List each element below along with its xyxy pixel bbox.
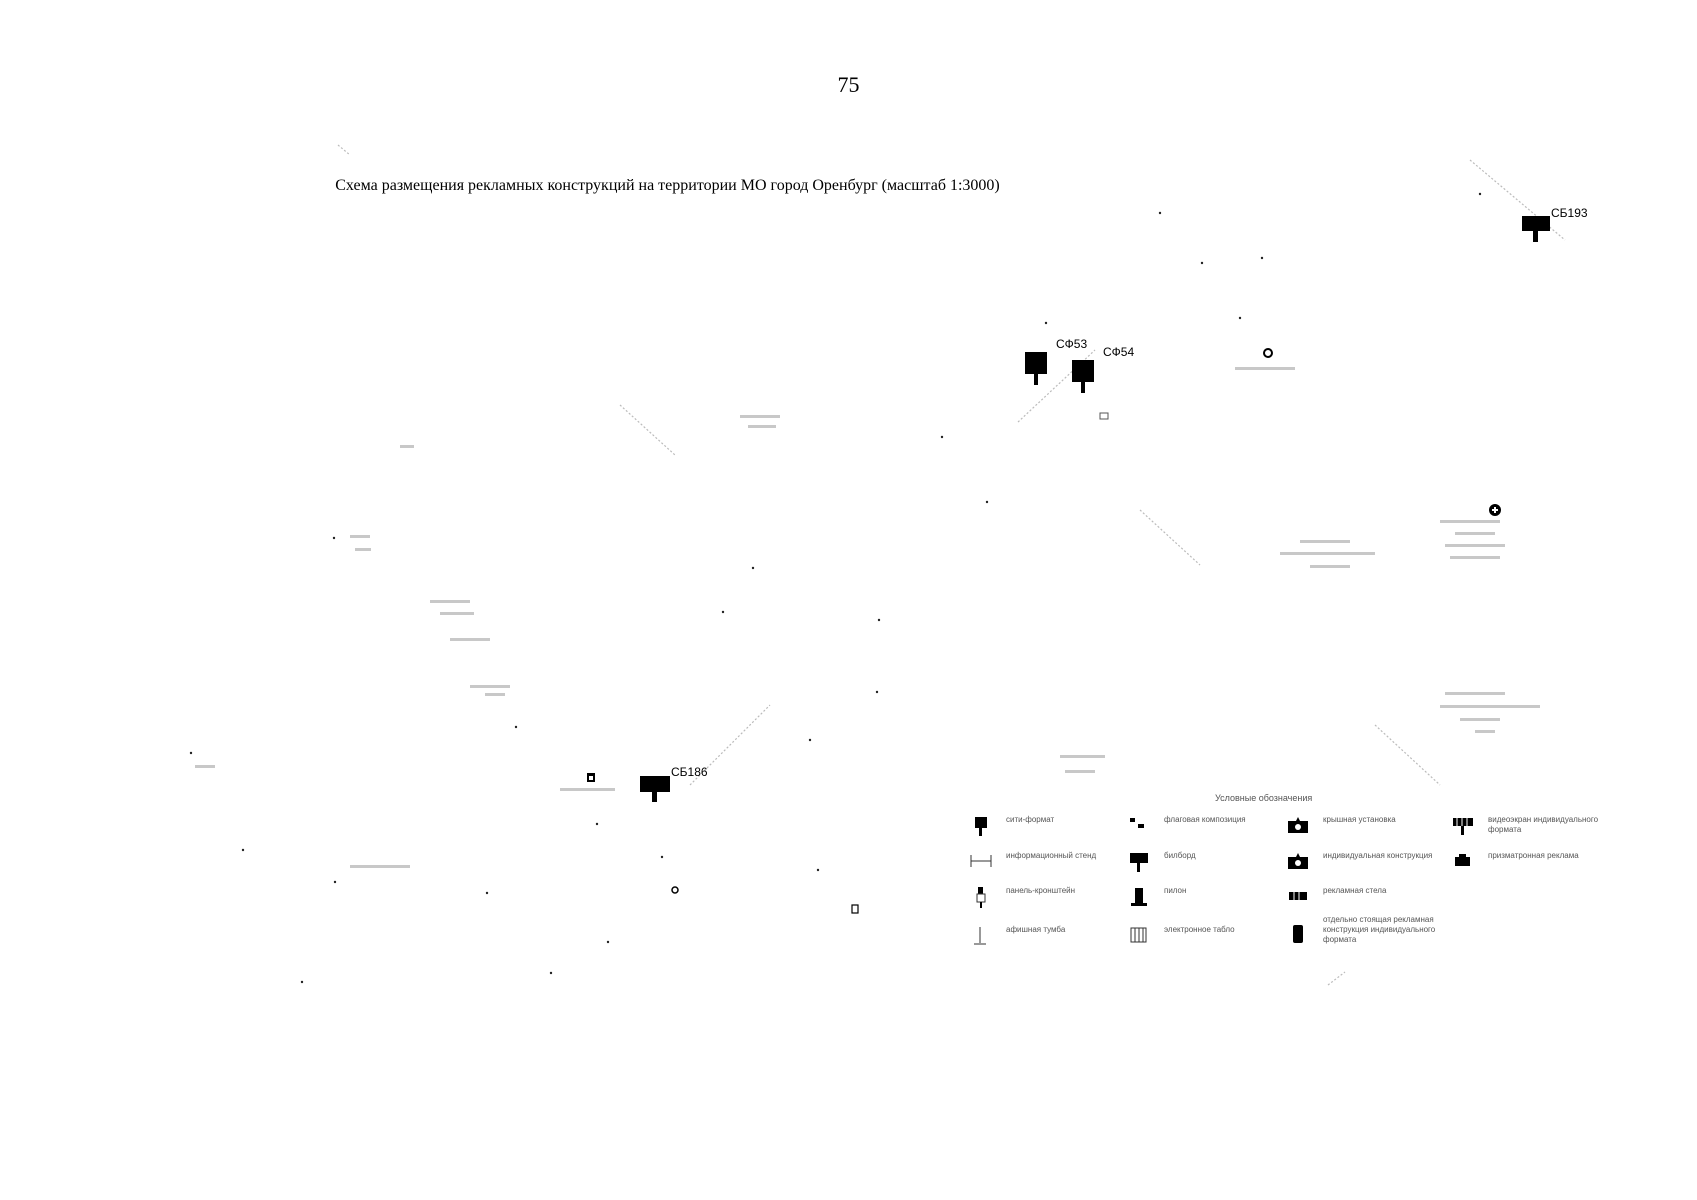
prismatron-icon <box>1452 851 1474 873</box>
billboard-icon <box>1128 851 1150 873</box>
flag-composition-icon <box>1128 815 1150 837</box>
billboard-marker-sf54[interactable] <box>1072 360 1094 393</box>
individual-construction-icon <box>1287 851 1309 873</box>
bracket-panel-icon <box>970 886 992 908</box>
legend-title: Условные обозначения <box>1215 793 1313 803</box>
video-screen-icon <box>1452 815 1474 837</box>
marker-label-sb186: СБ186 <box>671 765 708 779</box>
pylon-icon <box>1128 886 1150 908</box>
standalone-individual-icon <box>1287 923 1309 945</box>
amenity-symbols <box>587 349 1501 913</box>
roof-installation-icon <box>1287 815 1309 837</box>
city-format-icon <box>970 815 992 837</box>
faint-map-labels <box>195 367 1540 868</box>
marker-label-sb193: СБ193 <box>1551 206 1588 220</box>
map-title: Схема размещения рекламных конструкций на территории МО город Оренбург (масштаб 1:3000) <box>335 177 1000 194</box>
page-number: 75 <box>837 72 860 97</box>
billboard-marker-sb186[interactable] <box>640 776 670 802</box>
poster-column-icon <box>970 925 992 947</box>
advertising-stele-icon <box>1287 886 1309 908</box>
billboard-marker-sf53[interactable] <box>1025 352 1047 385</box>
info-stand-icon <box>970 851 992 873</box>
billboard-marker-sb193[interactable] <box>1522 216 1550 242</box>
marker-label-sf54: СФ54 <box>1103 345 1135 359</box>
marker-label-sf53: СФ53 <box>1056 337 1088 351</box>
digital-board-icon <box>1128 925 1150 947</box>
